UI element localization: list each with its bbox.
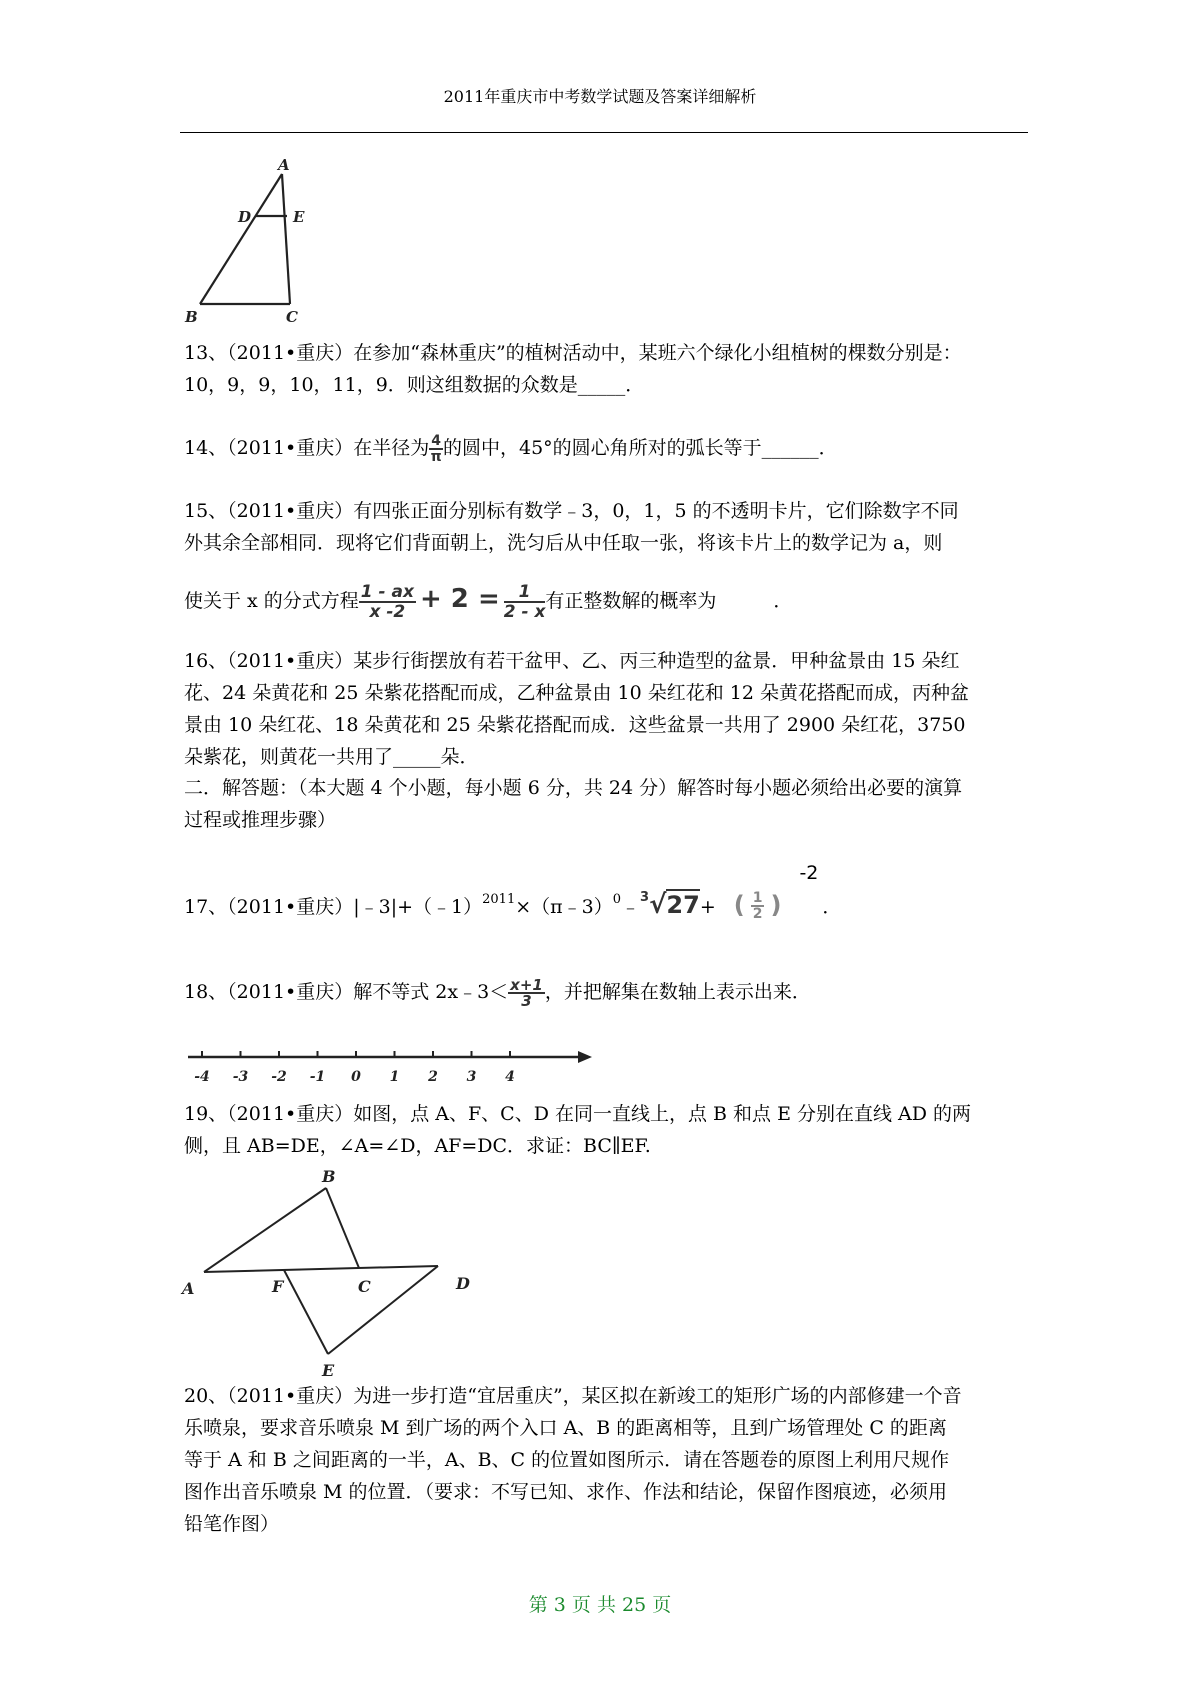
q19-line1: 19、（2011•重庆）如图，点 A、F、C、D 在同一直线上，点 B 和点 E 分别在直线 AD 的两 [184,1103,972,1125]
arrow-right-icon [578,1051,592,1063]
label-a: A [182,1279,195,1298]
q14 [184,434,1024,464]
tick-label: -3 [232,1069,249,1085]
label-f: F [272,1277,284,1296]
page-footer: 第 3 页 共 25 页 [528,1594,672,1616]
q16-line1: 16、（2011•重庆）某步行街摆放有若干盆甲、乙、丙三种造型的盆景．甲种盆景由 15 朵红 [184,650,960,672]
q15-line1: 15、（2011•重庆）有四张正面分别标有数学﹣3，0，1，5 的不透明卡片，它们除数字不同 [184,500,959,522]
segment-ed [328,1266,438,1354]
tick-label: 1 [389,1069,400,1085]
q16-line2: 花、24 朵黄花和 25 朵紫花搭配而成，乙种盆景由 10 朵红花和 12 朵黄花搭配而成，丙种盆 [184,682,969,704]
q18-fraction [508,978,545,1008]
q18-frac-num: x+1 [510,976,543,994]
q17-half: ( $\frac{1}{2}$ ) [733,890,782,922]
q17-half-den: 2 [752,906,763,922]
q18-after: ，并把解集在数轴上表示出来． [544,981,811,1003]
q18 [184,978,1024,1008]
section2-line1: 二．解答题：（本大题 4 个小题，每小题 6 分，共 24 分）解答时每小题必须给出必要的演算 [184,777,963,799]
tick-label: 3 [466,1069,477,1085]
q17-half-frac [751,891,765,921]
q17-part2: ×（π﹣3） [515,896,613,918]
q20-line4: 图作出音乐喷泉 M 的位置．（要求：不写已知、求作、作法和结论，保留作图痕迹，必须用 [184,1481,948,1503]
q14-frac-den: π [430,449,442,465]
q15-line3-after: 有正整数解的概率为 ． [545,590,793,612]
label-a: A [278,158,290,174]
label-b: B [322,1167,336,1186]
q13-line1: 13、（2011•重庆）在参加“森林重庆”的植树活动中，某班六个绿化小组植树的棵数分别是： [184,342,962,364]
label-b: B [185,308,198,326]
q15-line2: 外其余全部相同．现将它们背面朝上，洗匀后从中任取一张，将该卡片上的数学记为 a，则 [184,532,943,554]
q17-cube-root [640,890,700,920]
q17-part3: ﹣ [621,896,641,918]
tick-label: -4 [194,1069,210,1085]
q17 [184,862,1024,924]
label-e: E [322,1361,335,1380]
q17-end: ． [822,896,842,918]
q15-f1-num: 1 - ax [360,582,414,602]
q15-line3-before: 使关于 x 的分式方程 [184,590,359,612]
q14-after: 的圆中，45°的圆心角所对的弧长等于______． [443,437,838,459]
q20-line5: 铅笔作图） [184,1513,280,1535]
q17-plus: + [699,896,716,918]
segment-fe [284,1270,328,1354]
q14-before: 14、（2011•重庆）在半径为 [184,437,430,459]
page-header: 2011年重庆市中考数学试题及答案详细解析 [443,87,757,106]
segment-ab [200,174,282,304]
q15-fraction-2 [504,583,546,621]
q17-part1: 17、（2011•重庆）|﹣3|+（﹣1） [184,896,483,918]
q16-line3: 景由 10 朵红花、18 朵黄花和 25 朵紫花搭配而成．这些盆景一共用了 2900 朵红花，3750 [184,714,966,736]
q14-fraction [429,434,443,464]
q20-line2: 乐喷泉，要求音乐喷泉 M 到广场的两个入口 A、B 的距离相等，且到广场管理处 C 的距离 [184,1417,947,1439]
q15-line3 [184,583,1024,621]
label-c: C [358,1277,371,1296]
q19-line2: 侧，且 AB=DE，∠A=∠D，AF=DC．求证：BC∥EF. [184,1135,651,1157]
q18-frac-den: 3 [521,992,532,1010]
header-rule [180,132,1028,133]
radical-icon: √ [649,890,667,920]
q17-root-index: 3 [640,890,650,905]
q20-line3: 等于 A 和 B 之间距离的一半，A、B、C 的位置如图所示．请在答题卷的原图上利用尺规作 [184,1449,950,1471]
tick-label: 0 [351,1069,361,1085]
q15-plus-two: + 2 = [419,584,500,614]
q14-frac-num: 4 [431,433,441,449]
tick-label: -1 [309,1069,326,1085]
q17-exp2: 0 [612,892,622,907]
tick-label: 4 [505,1069,515,1085]
q15-f1-den: x -2 [369,602,406,622]
segment-ab [204,1188,326,1272]
q17-radicand: 27 [666,891,700,919]
q15-fraction-1 [359,583,416,621]
segment-ac [282,174,290,304]
tick-label: -2 [271,1069,287,1085]
q18-before: 18、（2011•重庆）解不等式 2x﹣3＜ [184,981,509,1003]
label-c: C [286,308,298,326]
q17-half-num: 1 [752,890,763,906]
label-d: D [238,208,252,226]
q20-line1: 20、（2011•重庆）为进一步打造“宜居重庆”，某区拟在新竣工的矩形广场的内部修建一个音 [184,1385,962,1407]
triangle-abc-figure [180,158,320,328]
q16-line4: 朵紫花，则黄花一共用了_____朵． [184,746,479,768]
q17-exp1: 2011 [482,892,516,907]
label-d: D [456,1274,470,1293]
q15-f2-den: 2 - x [503,602,546,622]
segment-ad [204,1266,438,1272]
quadrilateral-figure [176,1162,496,1382]
number-line [180,1045,600,1095]
q15-f2-num: 1 [504,583,546,603]
tick-label: 2 [428,1069,438,1085]
segment-bc [326,1188,359,1268]
q13-line2: 10，9，9，10，11，9．则这组数据的众数是_____． [184,374,645,396]
q17-exp3: -2 [799,862,819,884]
label-e: E [293,208,305,226]
section2-line2: 过程或推理步骤） [184,809,337,831]
